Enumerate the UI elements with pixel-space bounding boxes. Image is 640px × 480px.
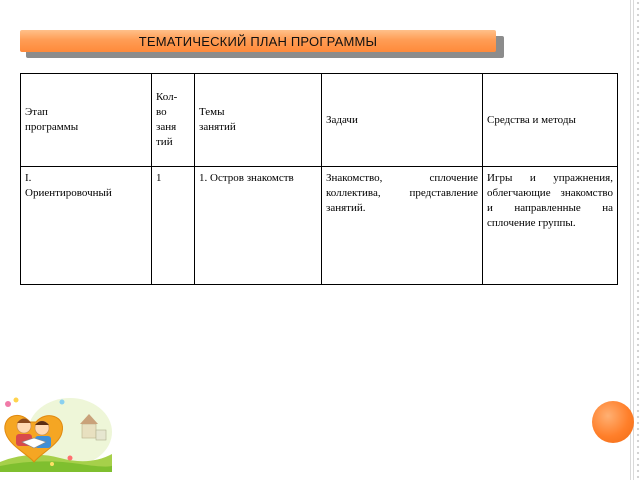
cell-means: Игры и упражнения, облегчающие знакомство и направленные на сплочение группы. — [483, 167, 618, 285]
header-stage: Этап программы — [21, 74, 152, 167]
orange-circle-decoration — [592, 401, 634, 443]
table-header-row — [21, 74, 618, 167]
children-reading-heart-clipart — [0, 392, 112, 472]
header-topics: Темы занятий — [195, 74, 322, 167]
program-plan-table — [20, 73, 618, 285]
cell-count: 1 — [152, 167, 195, 285]
header-means: Средства и методы — [483, 74, 618, 167]
table-row — [21, 167, 618, 285]
cell-stage: I. Ориентировочный — [21, 167, 152, 285]
header-tasks: Задачи — [322, 74, 483, 167]
title-banner — [20, 30, 496, 52]
cell-tasks: Знакомство, сплочение коллектива, представление занятий. — [322, 167, 483, 285]
right-edge-dots — [636, 0, 640, 480]
cell-topic: 1. Остров знакомств — [195, 167, 322, 285]
page-title: ТЕМАТИЧЕСКИЙ ПЛАН ПРОГРАММЫ — [138, 33, 378, 49]
header-count: Кол- во заня тий — [152, 74, 195, 167]
right-edge-border — [630, 0, 634, 480]
